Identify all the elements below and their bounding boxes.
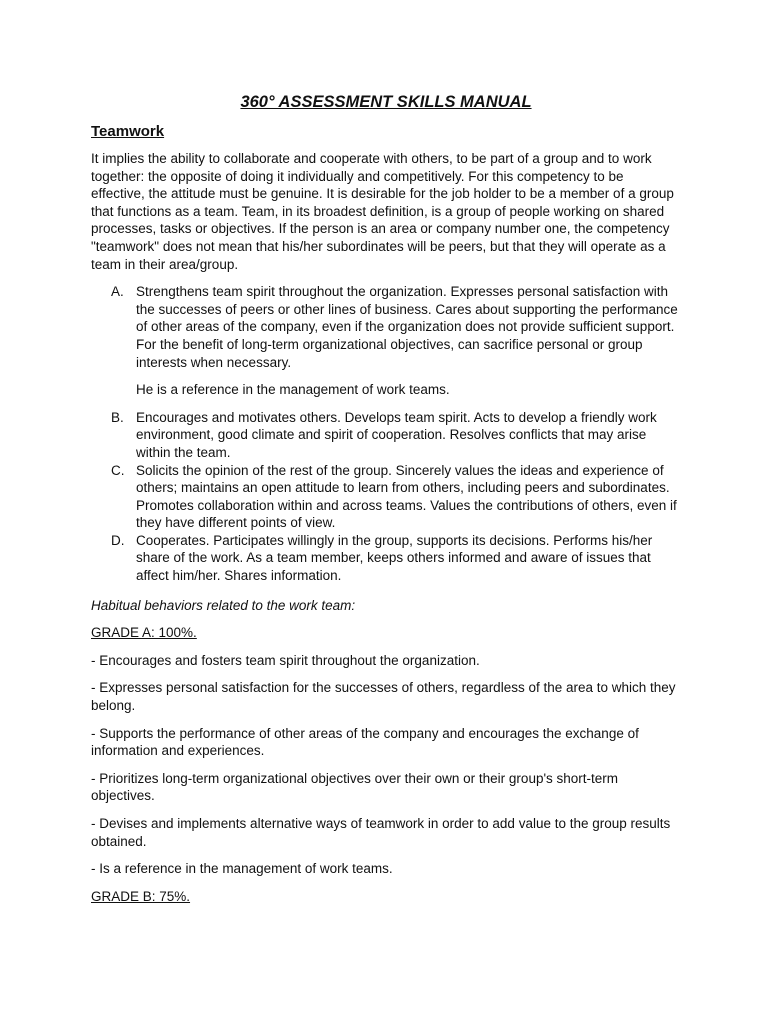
grade-a-heading: GRADE A: 100%. [91, 625, 197, 641]
level-text: Cooperates. Participates willingly in the group, supports its decisions. Performs his/her share of the work. As a team member, keeps others informed and aware of issues that affect him/her. Shares information. [136, 532, 653, 584]
grade-b-heading: GRADE B: 75%. [91, 888, 191, 904]
list-marker: B. [111, 409, 124, 425]
list-marker: A. [111, 284, 124, 300]
level-extra-text: He is a reference in the management of work teams. [136, 382, 450, 398]
list-marker: D. [111, 532, 125, 548]
competency-level-list [91, 283, 681, 585]
intro-paragraph: It implies the ability to collaborate and cooperate with others, to be part of a group and to work together: the opposite of doing it individually and competitively. For this competency to be effective, the attitude must be genuine. It is desirable for the job holder to be a member of a group that functions as a team. Team, in its broadest definition, is a group of people working on shared processes, tasks or objectives. If the person is an area or company number one, the competency "teamwork" does not mean that his/her subordinates will be peers, but that they will operate as a team in their area/group. [91, 151, 674, 272]
level-text: Encourages and motivates others. Develops team spirit. Acts to develop a friendly work environment, good climate and spirit of cooperation. Resolves conflicts that may arise within the team. [136, 409, 657, 460]
section-heading: Teamwork [91, 123, 165, 140]
competency-level-item [91, 409, 681, 462]
behavior-item: - Encourages and fosters team spirit throughout the organization. [91, 652, 480, 668]
list-marker: C. [111, 462, 125, 478]
competency-level-item [91, 283, 681, 399]
behavior-item: - Is a reference in the management of work teams. [91, 861, 393, 877]
behavior-item: - Prioritizes long-term organizational objectives over their own or their group's short-term objectives. [91, 770, 619, 804]
behavior-item: - Supports the performance of other areas of the company and encourages the exchange of information and experiences. [91, 725, 639, 759]
competency-level-item [91, 532, 681, 585]
level-text: Solicits the opinion of the rest of the group. Sincerely values the ideas and experience of others; maintains an open attitude to learn from others, including peers and subordinates. Promotes collaboration within and across teams. Values the contributions of others, even if they have different points of view. [136, 462, 677, 531]
level-text: Strengthens team spirit throughout the organization. Expresses personal satisfaction with the successes of peers or other lines of business. Cares about supporting the performance of other areas of the company, even if the organization does not provide sufficient support. For the benefit of long-term organizational objectives, can sacrifice personal or group interests when necessary. [136, 284, 678, 370]
competency-level-item [91, 462, 681, 532]
document-title: 360° ASSESSMENT SKILLS MANUAL [240, 93, 532, 111]
document-content [91, 92, 681, 915]
behavior-item: - Expresses personal satisfaction for the successes of others, regardless of the area to which they belong. [91, 680, 676, 714]
behavior-item: - Devises and implements alternative ways of teamwork in order to add value to the group results obtained. [91, 816, 671, 849]
behaviors-heading: Habitual behaviors related to the work team: [91, 597, 356, 613]
